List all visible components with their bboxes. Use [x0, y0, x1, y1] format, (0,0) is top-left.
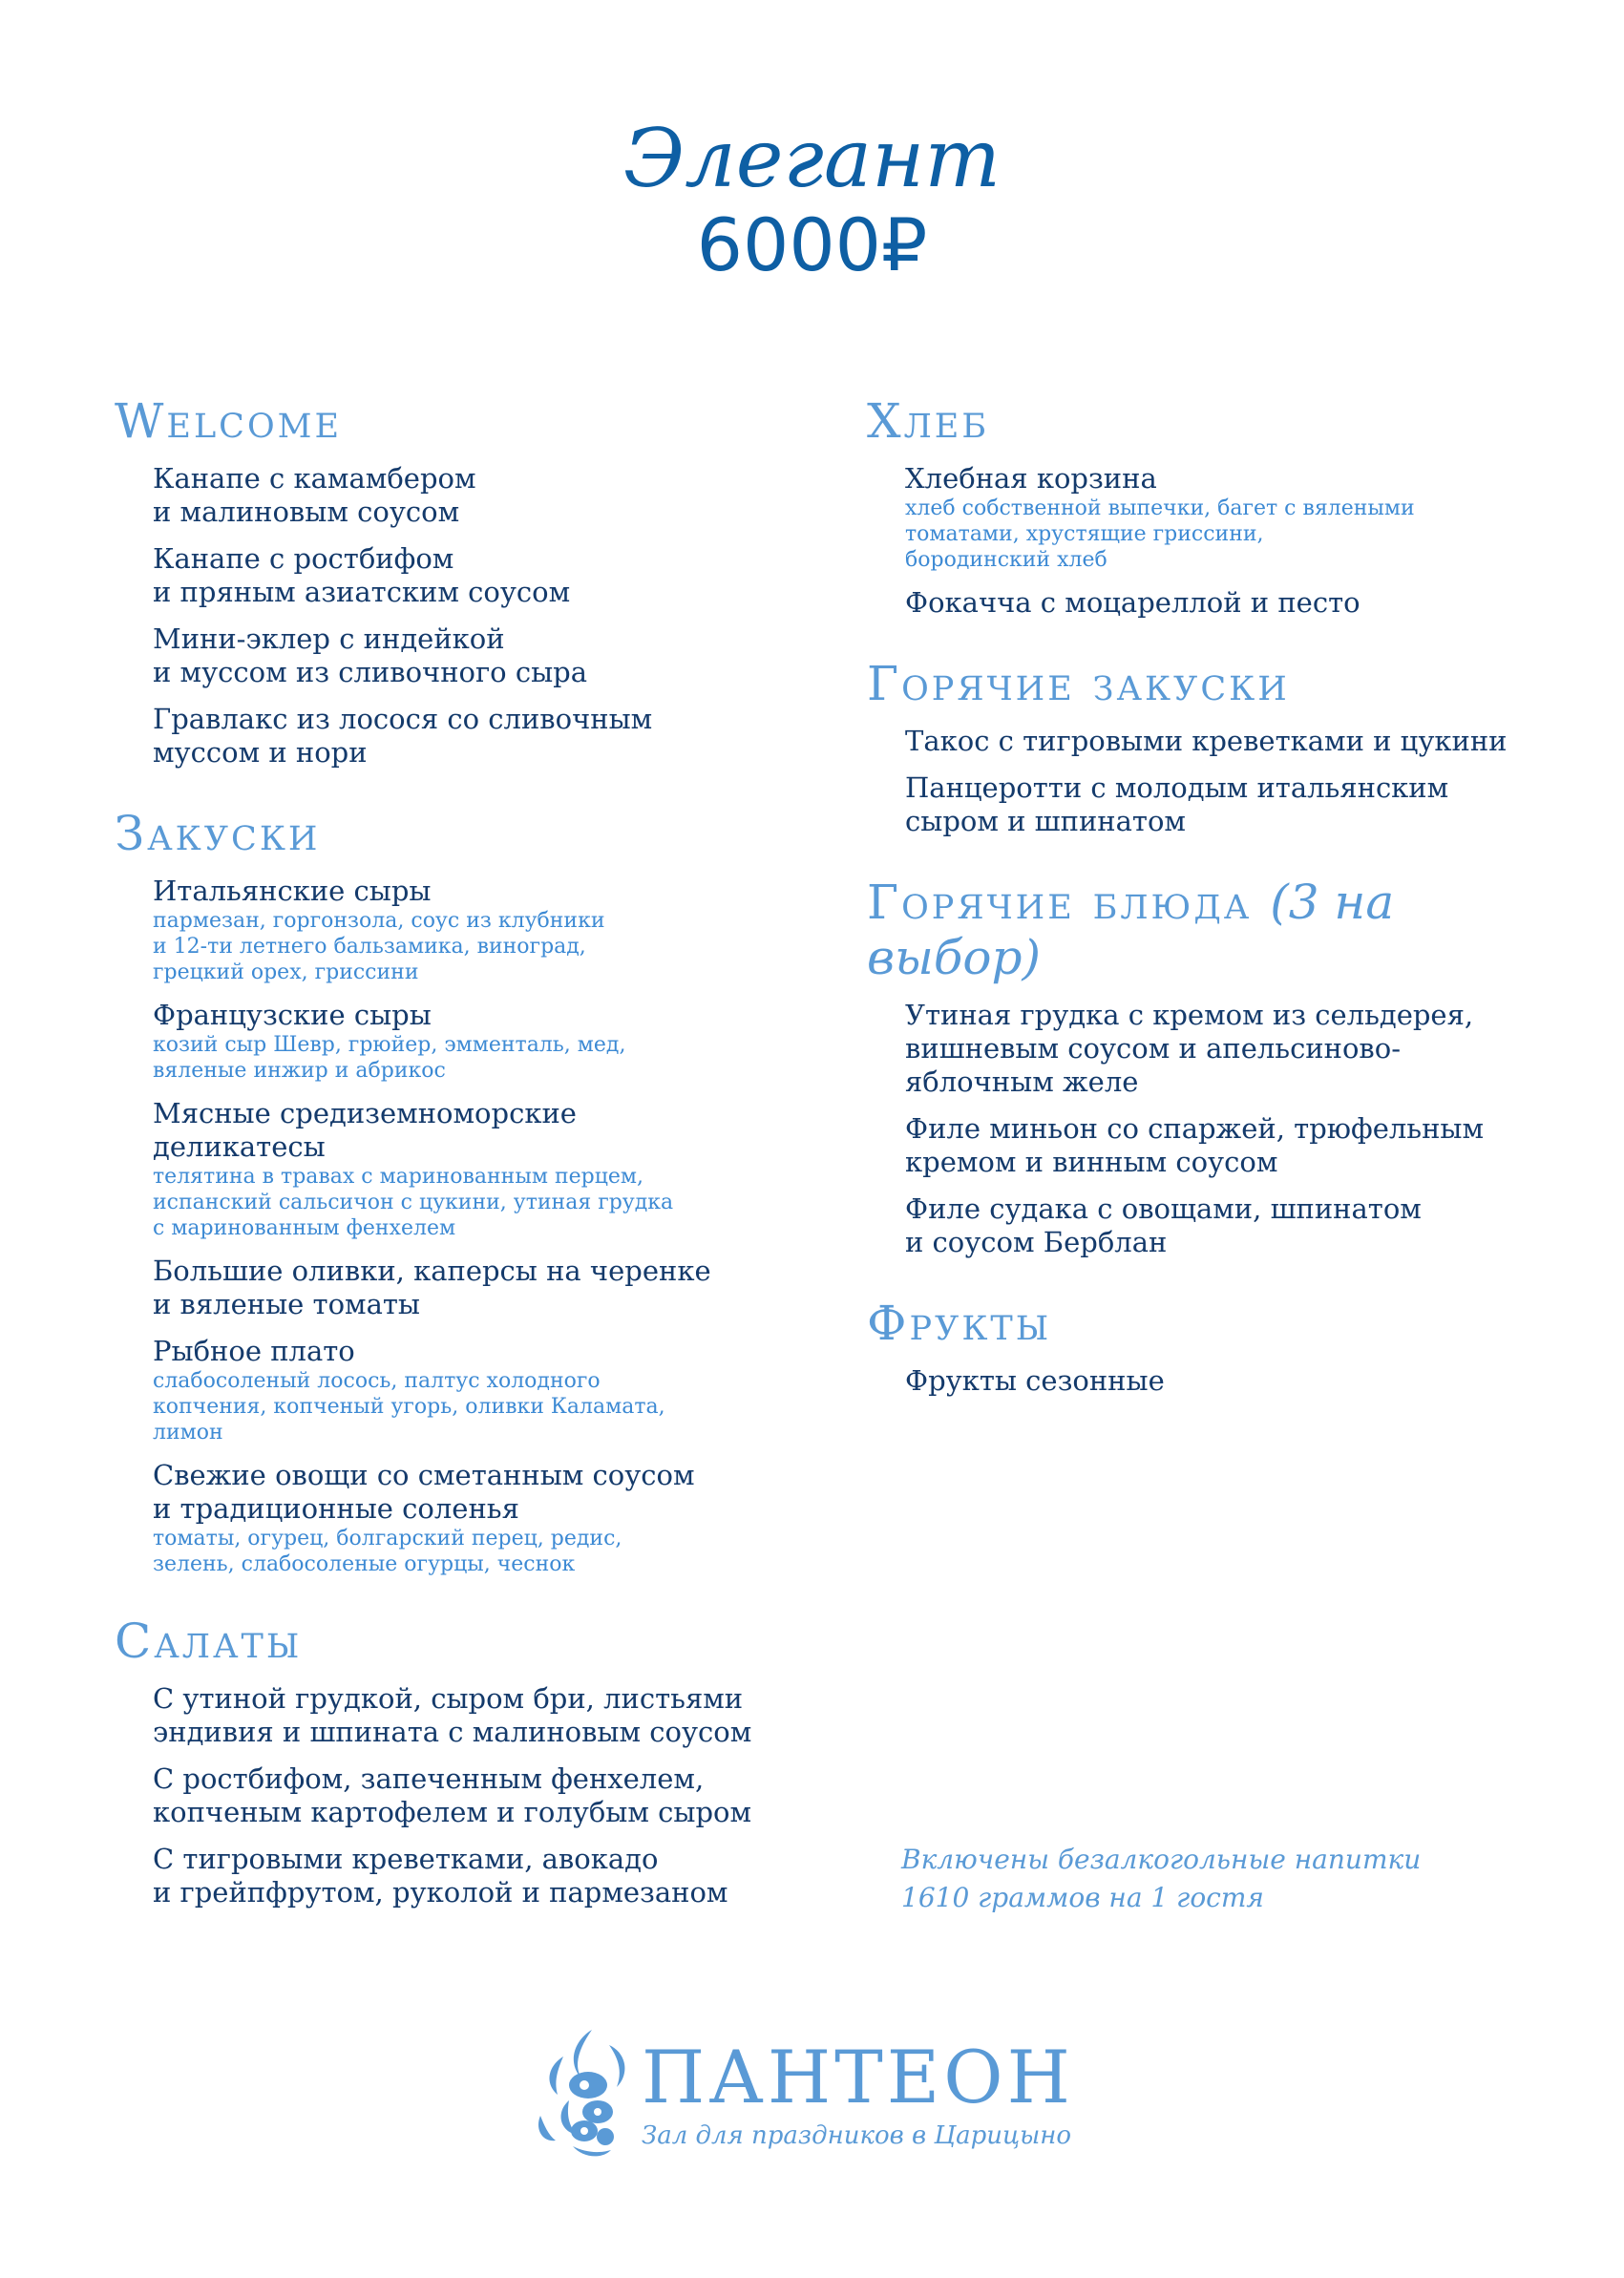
menu-item-name: Утиная грудка с кремом из сельдерея, вишневым соусом и апельсиново- яблочным желе	[905, 999, 1474, 1098]
item-list	[115, 875, 783, 1577]
menu-item	[905, 725, 1516, 758]
menu-item-name: Фокачча с моцареллой и песто	[905, 586, 1360, 619]
section-title-text: Горячие блюда	[867, 875, 1253, 930]
logo	[535, 2024, 1127, 2167]
menu-item	[905, 1192, 1516, 1259]
menu-item-name: Мясные средиземноморские деликатесы	[153, 1097, 577, 1163]
logo-tagline: Зал для праздников в Царицыно	[642, 2121, 1072, 2150]
menu-section	[115, 1614, 783, 1909]
menu-item-name: Фрукты сезонные	[905, 1364, 1165, 1397]
menu-item	[153, 462, 783, 529]
menu-section	[867, 393, 1516, 620]
section-note: (3 на выбор)	[867, 875, 1395, 985]
logo-name: ПАНТЕОН	[642, 2035, 1074, 2120]
menu-item-description: хлеб собственной выпечки, багет с вялеными томатами, хрустящие гриссини, бородинский хлеб	[905, 496, 1415, 572]
menu-section	[867, 656, 1516, 838]
item-list	[115, 1682, 783, 1909]
section-title	[867, 875, 1516, 985]
menu-item	[905, 586, 1516, 620]
menu-item	[153, 1459, 783, 1577]
drinks-note: Включены безалкогольные напитки 1610 граммов на 1 гостя	[901, 1844, 1422, 1913]
menu-item	[153, 875, 783, 985]
menu-item	[153, 1335, 783, 1445]
menu-item	[153, 1097, 783, 1241]
menu-item-name: Канапе с камамбером и малиновым соусом	[153, 462, 476, 528]
menu-item-name: Свежие овощи со сметанным соусом и традиционные соленья	[153, 1459, 695, 1525]
menu-item	[153, 542, 783, 609]
menu-item-name: С тигровыми креветками, авокадо и грейпфрутом, руколой и пармезаном	[153, 1843, 728, 1909]
menu-item	[905, 1112, 1516, 1179]
section-title	[115, 393, 783, 449]
menu-item	[153, 1762, 783, 1829]
menu-section	[867, 875, 1516, 1259]
menu-item-description: слабосоленый лосось, палтус холодного копчения, копченый угорь, оливки Каламата, лимон	[153, 1369, 665, 1445]
menu-item-name: Хлебная корзина	[905, 462, 1157, 495]
section-title-text: Салаты	[115, 1614, 303, 1669]
item-list	[867, 462, 1516, 620]
menu-item-name: Итальянские сыры	[153, 875, 432, 907]
section-title-text: Хлеб	[867, 393, 990, 449]
menu-section	[115, 806, 783, 1577]
menu-item-name: Рыбное плато	[153, 1335, 355, 1367]
section-title	[115, 806, 783, 861]
section-title	[867, 1296, 1516, 1351]
menu-item-name: Мини-эклер с индейкой и муссом из сливочного сыра	[153, 622, 588, 688]
menu-item-description: телятина в травах с маринованным перцем, испанский сальсичон с цукини, утиная грудка с маринованным фенхелем	[153, 1165, 674, 1240]
right-column	[867, 393, 1516, 1434]
item-list	[867, 999, 1516, 1259]
menu-title: Элегант	[623, 112, 1001, 205]
menu-item	[153, 999, 783, 1084]
item-list	[867, 1364, 1516, 1398]
menu-item-name: С утиной грудкой, сыром бри, листьями эндивия и шпината с малиновым соусом	[153, 1682, 752, 1748]
menu-item-description: пармезан, горгонзола, соус из клубники и 12-ти летнего бальзамика, виноград, грецкий орех, гриссини	[153, 909, 605, 984]
menu-item-name: Филе миньон со спаржей, трюфельным кремом и винным соусом	[905, 1112, 1485, 1178]
section-title-text: Фрукты	[867, 1296, 1052, 1351]
menu-item-name: Такос с тигровыми креветками и цукини	[905, 725, 1508, 757]
menu-item-name: Канапе с ростбифом и пряным азиатским соусом	[153, 542, 571, 608]
item-list	[115, 462, 783, 770]
section-title-text: Горячие закуски	[867, 656, 1290, 711]
menu-section	[115, 393, 783, 770]
menu-item-name: Филе судака с овощами, шпинатом и соусом Берблан	[905, 1192, 1422, 1258]
menu-item	[905, 1364, 1516, 1398]
menu-item-name: Гравлакс из лосося со сливочным муссом и нори	[153, 703, 653, 769]
floral-ornament-icon	[535, 2024, 640, 2167]
menu-item	[905, 999, 1516, 1099]
menu-item-name: С ростбифом, запеченным фенхелем, копченым картофелем и голубым сыром	[153, 1762, 752, 1828]
menu-price: 6000₽	[696, 202, 928, 287]
section-title	[867, 656, 1516, 711]
menu-item-description: козий сыр Шевр, грюйер, эмменталь, мед, вяленые инжир и абрикос	[153, 1033, 626, 1083]
menu-item	[153, 1843, 783, 1909]
menu-item-description: томаты, огурец, болгарский перец, редис, зелень, слабосоленые огурцы, чеснок	[153, 1527, 622, 1576]
left-column	[115, 393, 783, 1946]
section-title	[867, 393, 1516, 449]
menu-item	[153, 1255, 783, 1321]
section-title	[115, 1614, 783, 1669]
section-title-text: Welcome	[115, 393, 343, 449]
menu-item	[153, 703, 783, 770]
item-list	[867, 725, 1516, 838]
menu-section	[867, 1296, 1516, 1398]
menu-item	[905, 462, 1516, 573]
menu-item	[153, 1682, 783, 1749]
menu-item	[153, 622, 783, 689]
menu-item-name: Большие оливки, каперсы на черенке и вяленые томаты	[153, 1255, 711, 1320]
section-title-text: Закуски	[115, 806, 321, 861]
menu-item	[905, 771, 1516, 838]
menu-item-name: Панцеротти с молодым итальянским сыром и шпинатом	[905, 771, 1449, 837]
menu-item-name: Французские сыры	[153, 999, 432, 1031]
